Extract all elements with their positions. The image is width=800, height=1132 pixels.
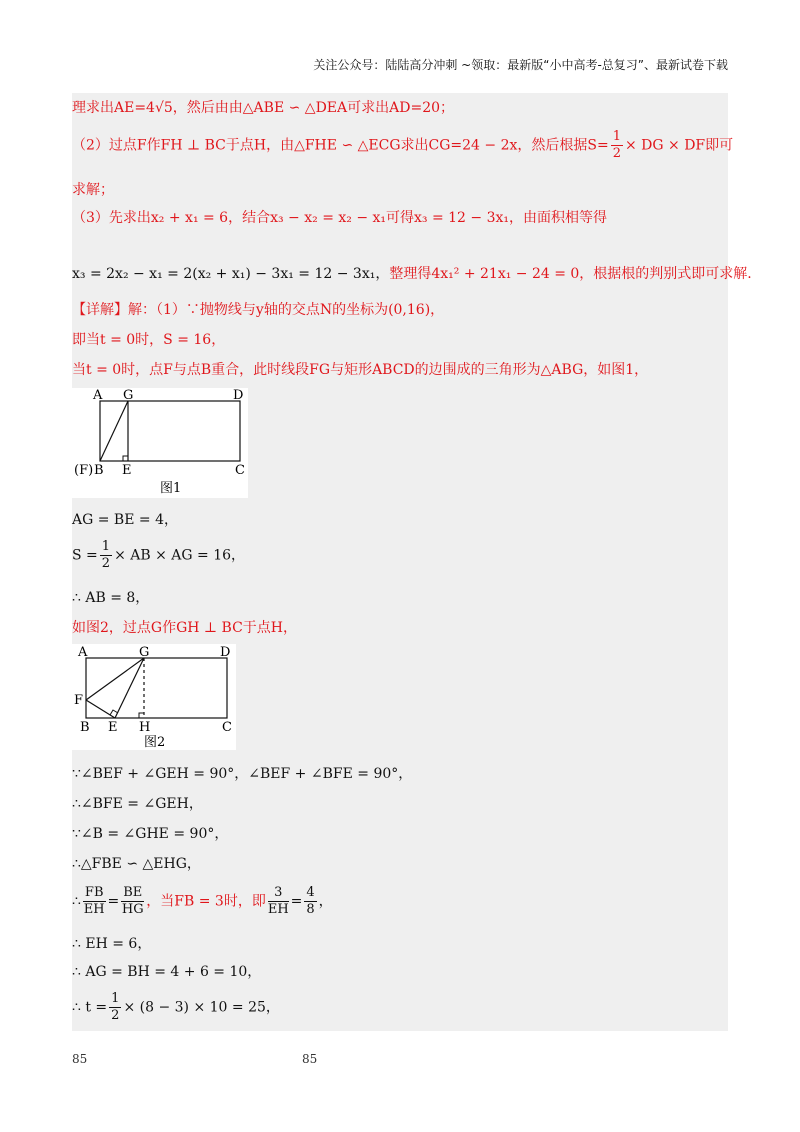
figure-2-caption: 图2	[144, 735, 166, 750]
line-4: （3）先求出x₂ + x₁ = 6，结合x₃ − x₂ = x₂ − x₁可得x₃ = 12 − 3x₁，由面积相等得	[72, 210, 608, 226]
line-2: （2）过点F作FH ⊥ BC于点H，由△FHE ∽ △ECG求出CG=24 − 2x，然后根据S= $\frac{1}{2}$ × DG × DF即可	[72, 129, 734, 161]
page-number-center: 85	[302, 1052, 318, 1066]
line-9: AG = BE = 4，	[72, 512, 178, 528]
line-5: x₃ = 2x₂ − x₁ = 2(x₂ + x₁) − 3x₁ = 12 − 3x₁，整理得4x₁² + 21x₁ − 24 = 0，根据根的判别式即可求解.	[72, 266, 752, 282]
segment-fg	[86, 658, 144, 700]
line-15: ∵∠B = ∠GHE = 90°，	[72, 826, 229, 842]
right-angle-mark	[123, 456, 128, 461]
label-f: (F)	[74, 463, 94, 478]
figure-2-diagram	[72, 644, 236, 750]
label-b: B	[80, 720, 90, 735]
line-7: 即当t = 0时，S = 16，	[72, 332, 226, 348]
page-header: 关注公众号：陆陆高分冲刺 ~领取：最新版“小中高考-总复习”、最新试卷下载	[313, 58, 728, 72]
line-11: ∴ AB = 8，	[72, 590, 150, 606]
right-angle-mark-h	[139, 713, 144, 718]
rectangle-abcd	[86, 658, 227, 718]
line-13: ∵∠BEF + ∠GEH = 90°，∠BEF + ∠BFE = 90°，	[72, 766, 413, 782]
label-e: E	[108, 720, 118, 735]
rectangle-abcd	[100, 401, 240, 461]
segment-fg	[100, 401, 128, 461]
line-14: ∴∠BFE = ∠GEH，	[72, 796, 203, 812]
label-e: E	[122, 463, 132, 478]
label-g: G	[139, 645, 150, 660]
label-d: D	[233, 388, 244, 403]
label-d: D	[220, 645, 231, 660]
line-19: ∴ AG = BH = 4 + 6 = 10，	[72, 964, 262, 980]
line-1: 理求出AE=4√5，然后由由△ABE ∽ △DEA可求出AD=20；	[72, 100, 455, 116]
label-a: A	[93, 388, 103, 403]
line-10: S = $\frac{1}{2}$ × AB × AG = 16，	[72, 539, 246, 571]
figure-1-diagram	[72, 388, 248, 498]
figure-2	[72, 644, 236, 750]
label-c: C	[222, 720, 232, 735]
line-20: ∴ t = $\frac{1}{2}$ × (8 − 3) × 10 = 25，	[72, 991, 280, 1023]
label-g: G	[123, 388, 134, 403]
line-17: ∴ $\frac{FB}{EH}$ = $\frac{BE}{HG}$ ，当FB = 3时，即 $\frac{3}{EH}$ = $\frac{4}{8}$ ，	[72, 885, 333, 917]
label-c: C	[235, 463, 245, 478]
line-16: ∴△FBE ∽ △EHG，	[72, 856, 201, 872]
segment-eg	[115, 658, 144, 718]
line-3: 求解；	[72, 182, 114, 198]
segment-fe	[86, 700, 115, 718]
label-f: F	[74, 693, 84, 708]
line-8: 当t = 0时，点F与点B重合，此时线段FG与矩形ABCD的边围成的三角形为△ABG，如图1，	[72, 362, 649, 378]
label-a: A	[78, 645, 88, 660]
page-number-left: 85	[72, 1052, 88, 1066]
solution-panel	[72, 93, 752, 1031]
figure-1	[72, 388, 248, 498]
figure-1-caption: 图1	[160, 481, 182, 496]
line-12: 如图2，过点G作GH ⊥ BC于点H，	[72, 620, 298, 636]
line-18: ∴ EH = 6，	[72, 936, 152, 952]
line-6: 【详解】解：（1）∵抛物线与y轴的交点N的坐标为(0,16)，	[72, 302, 445, 318]
label-h: H	[139, 720, 151, 735]
label-b: B	[94, 463, 104, 478]
